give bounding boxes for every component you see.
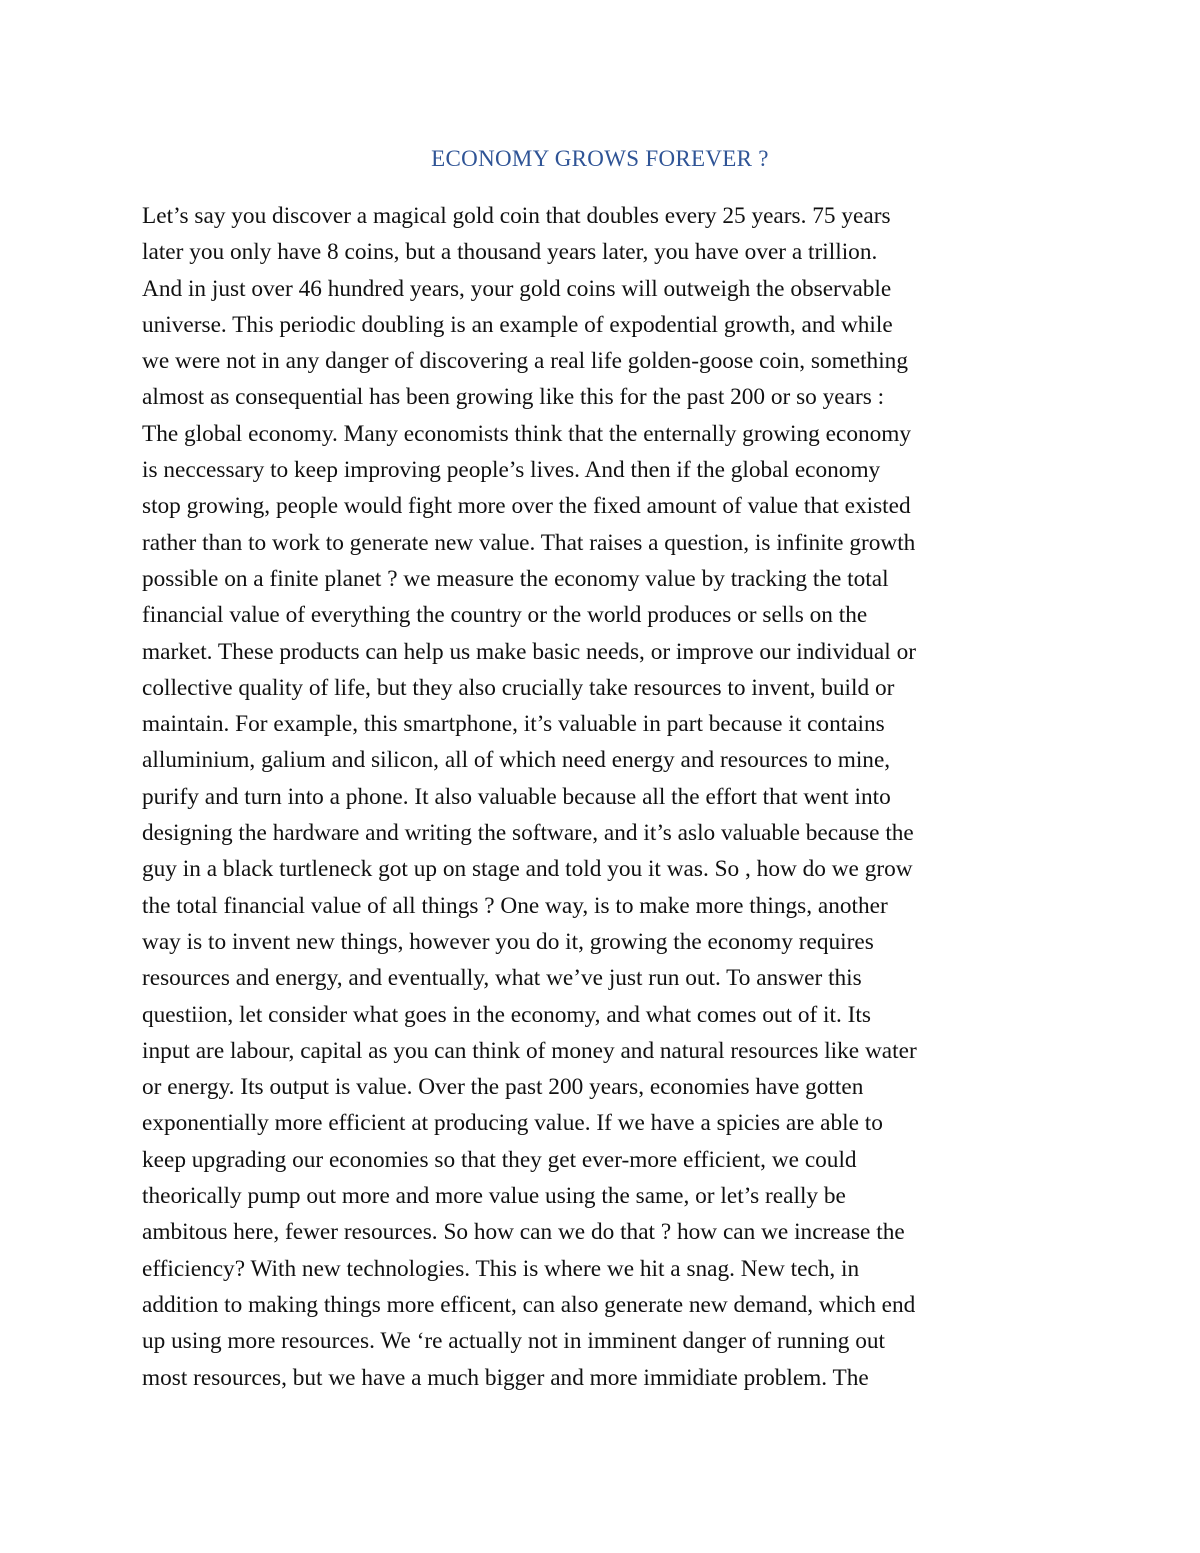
text-line: Let’s say you discover a magical gold coin that doubles every 25 years. 75 years: [142, 203, 891, 229]
text-line: keep upgrading our economies so that they get ever-more efficient, we could: [142, 1146, 857, 1173]
text-line: resources and energy, and eventually, what we’ve just run out. To answer this: [142, 965, 862, 992]
text-line: purify and turn into a phone. It also valuable because all the effort that went into: [142, 783, 891, 810]
text-line: later you only have 8 coins, but a thousand years later, you have over a trillion.: [142, 239, 878, 266]
text-line: universe. This periodic doubling is an example of expodential growth, and while: [142, 311, 893, 338]
text-line: is neccessary to keep improving people’s lives. And then if the global economy: [142, 457, 881, 484]
text-line: most resources, but we have a much bigger and more immidiate problem. The: [142, 1364, 869, 1391]
text-line: the total financial value of all things ? One way, is to make more things, another: [142, 892, 888, 919]
text-line: And in just over 46 hundred years, your gold coins will outweigh the observable: [142, 275, 892, 302]
text-line: maintain. For example, this smartphone, it’s valuable in part because it contains: [142, 711, 885, 738]
text-line: or energy. Its output is value. Over the past 200 years, economies have gotten: [142, 1074, 864, 1101]
text-line: we were not in any danger of discovering a real life golden-goose coin, something: [142, 348, 908, 375]
text-line: almost as consequential has been growing like this for the past 200 or so years :: [142, 384, 885, 411]
text-line: addition to making things more efficent, can also generate new demand, which end: [142, 1291, 916, 1318]
text-line: theorically pump out more and more value using the same, or let’s really be: [142, 1183, 846, 1210]
text-line: possible on a finite planet ? we measure the economy value by tracking the total: [142, 565, 889, 592]
text-line: stop growing, people would fight more over the fixed amount of value that existed: [142, 493, 911, 520]
text-line: way is to invent new things, however you do it, growing the economy requires: [142, 928, 874, 955]
text-line: up using more resources. We ‘re actually not in imminent danger of running out: [142, 1328, 886, 1355]
text-line: designing the hardware and writing the software, and it’s aslo valuable because the: [142, 820, 914, 847]
document-title: ECONOMY GROWS FOREVER ?: [431, 146, 769, 171]
text-line: financial value of everything the country or the world produces or sells on the: [142, 602, 868, 629]
text-line: questiion, let consider what goes in the economy, and what comes out of it. Its: [142, 1001, 871, 1028]
text-line: guy in a black turtleneck got up on stage and told you it was. So , how do we grow: [142, 856, 913, 883]
text-line: efficiency? With new technologies. This is where we hit a snag. New tech, in: [142, 1255, 860, 1282]
text-line: input are labour, capital as you can think of money and natural resources like water: [142, 1037, 917, 1064]
text-line: The global economy. Many economists think that the enternally growing economy: [142, 420, 912, 447]
text-line: ambitous here, fewer resources. So how can we do that ? how can we increase the: [142, 1219, 905, 1246]
document-body: [142, 198, 1062, 1396]
text-line: exponentially more efficient at producing value. If we have a spicies are able to: [142, 1110, 883, 1137]
text-line: collective quality of life, but they also crucially take resources to invent, build or: [142, 674, 895, 701]
text-line: alluminium, galium and silicon, all of which need energy and resources to mine,: [142, 747, 891, 774]
text-line: rather than to work to generate new value. That raises a question, is infinite growth: [142, 529, 916, 556]
text-line: market. These products can help us make basic needs, or improve our individual or: [142, 638, 916, 665]
